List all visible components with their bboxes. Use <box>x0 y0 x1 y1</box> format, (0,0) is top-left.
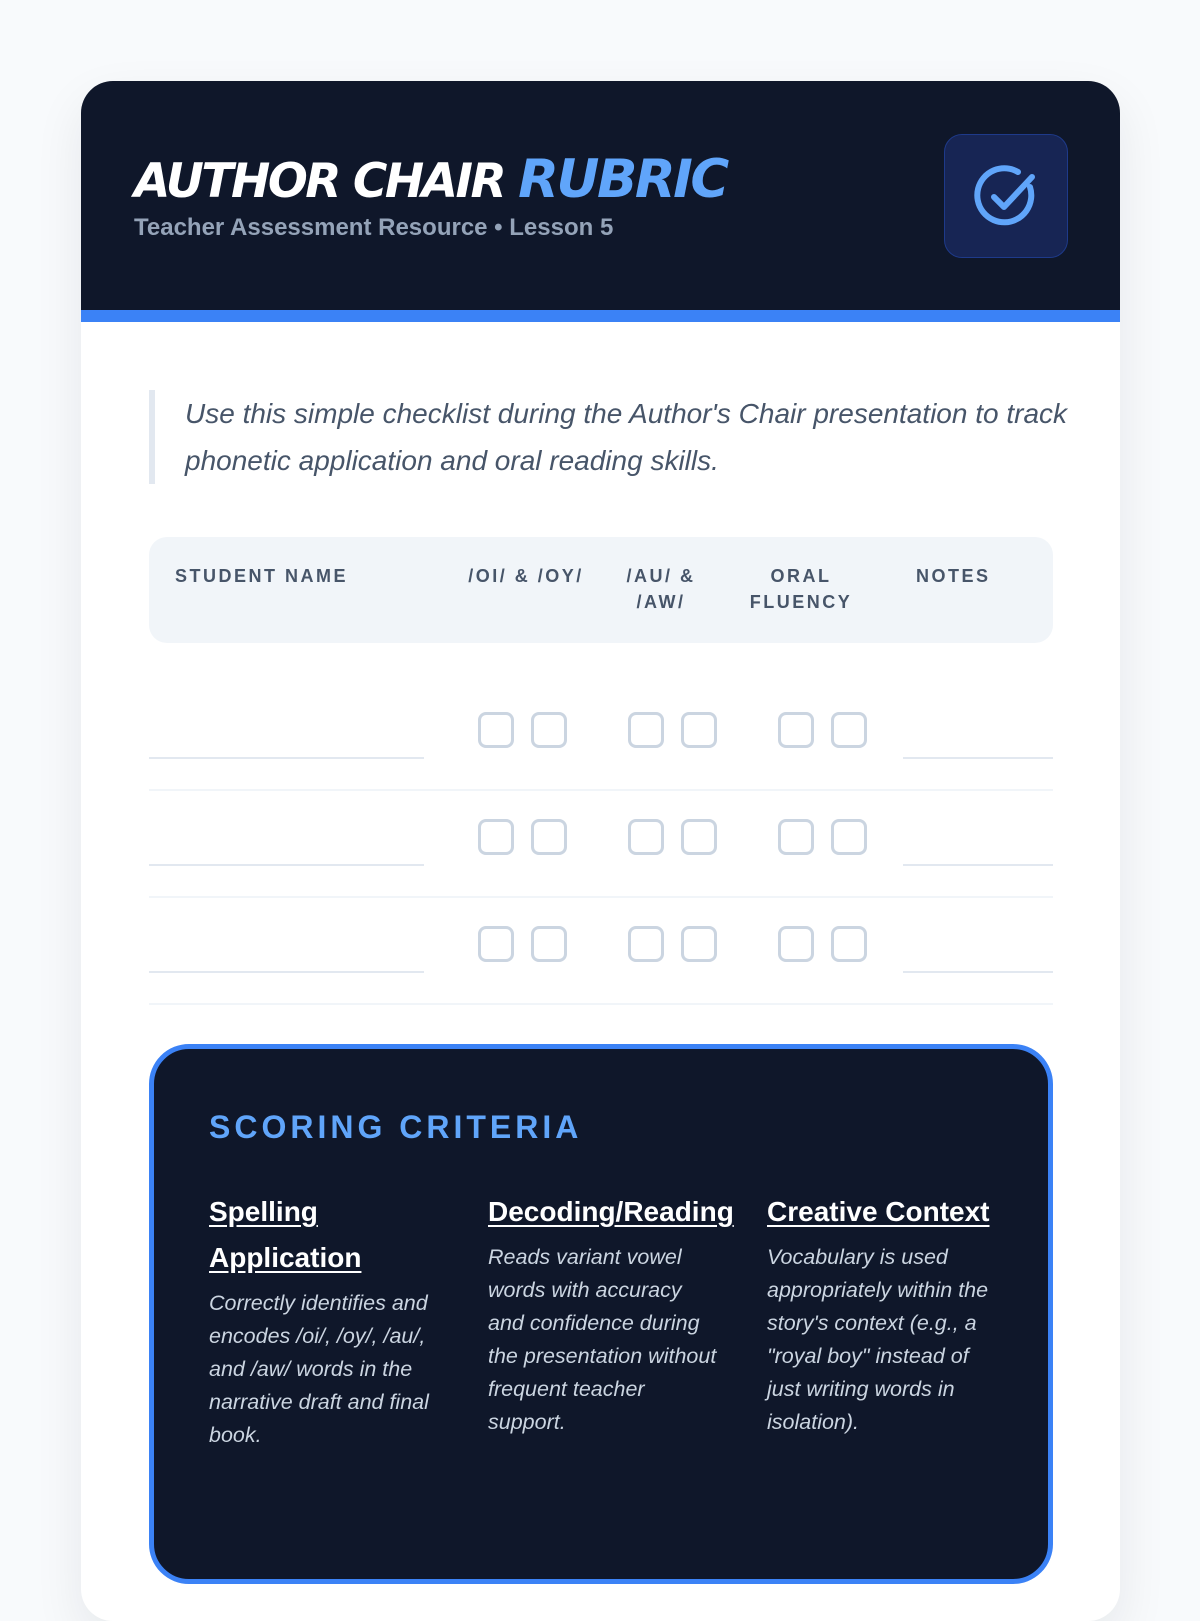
checkbox-au-aw[interactable] <box>681 819 717 855</box>
column-header-oral-fluency: ORAL FLUENCY <box>749 566 853 612</box>
column-header-oi-oy: /OI/ & /OY/ <box>468 566 584 586</box>
table-header <box>149 537 1053 643</box>
criteria-description: Correctly identifies and encodes /oi/, /oy/, /au/, and /aw/ words in the narrative draft and final book. <box>209 1291 429 1447</box>
criteria-heading: SCORING CRITERIA <box>209 1109 583 1145</box>
checkbox-oi-oy[interactable] <box>531 819 567 855</box>
checkbox-oi-oy[interactable] <box>478 712 514 748</box>
criteria-title: Decoding/Reading <box>488 1196 734 1227</box>
notes-field[interactable] <box>903 864 1053 866</box>
intro-text: Use this simple checklist during the Author's Chair presentation to track phonetic application and oral reading skills. <box>149 390 1075 484</box>
checkbox-oi-oy[interactable] <box>478 926 514 962</box>
notes-field[interactable] <box>903 757 1053 759</box>
checkbox-au-aw[interactable] <box>628 819 664 855</box>
criteria-title: Spelling Application <box>209 1196 362 1273</box>
column-header-student-name: STUDENT NAME <box>175 566 348 586</box>
column-header-notes: NOTES <box>916 566 991 586</box>
notes-field[interactable] <box>903 971 1053 973</box>
checkbox-au-aw[interactable] <box>681 712 717 748</box>
checkbox-oi-oy[interactable] <box>531 712 567 748</box>
checkbox-oral-fluency[interactable] <box>831 712 867 748</box>
student-name-field[interactable] <box>149 757 424 759</box>
student-name-field[interactable] <box>149 864 424 866</box>
table-row <box>149 790 1053 898</box>
checkbox-au-aw[interactable] <box>681 926 717 962</box>
title-accent: RUBRIC <box>518 149 727 210</box>
checkbox-oral-fluency[interactable] <box>831 819 867 855</box>
checkbox-oral-fluency[interactable] <box>778 819 814 855</box>
table-row <box>149 683 1053 791</box>
criteria-item-creative <box>767 1189 997 1439</box>
rubric-card <box>81 81 1120 1621</box>
criteria-description: Reads variant vowel words with accuracy and confidence during the presentation without frequent teacher support. <box>488 1245 717 1434</box>
title-main: AUTHOR CHAIR <box>134 154 505 209</box>
criteria-item-decoding <box>488 1189 748 1439</box>
checkbox-oral-fluency[interactable] <box>778 712 814 748</box>
checkbox-au-aw[interactable] <box>628 712 664 748</box>
column-header-au-aw: /AU/ & /AW/ <box>626 566 696 612</box>
checkbox-oi-oy[interactable] <box>478 819 514 855</box>
criteria-title: Creative Context <box>767 1196 990 1227</box>
scoring-criteria-panel <box>149 1044 1053 1584</box>
check-badge <box>944 134 1068 258</box>
header <box>81 81 1120 310</box>
checkbox-oi-oy[interactable] <box>531 926 567 962</box>
subtitle: Teacher Assessment Resource • Lesson 5 <box>134 214 614 241</box>
check-circle-icon <box>973 163 1039 229</box>
checkbox-oral-fluency[interactable] <box>831 926 867 962</box>
criteria-description: Vocabulary is used appropriately within the story's context (e.g., a "royal boy" instead of just writing words in isolation). <box>767 1245 989 1434</box>
header-accent-bar <box>81 310 1120 322</box>
criteria-item-spelling <box>209 1189 439 1452</box>
checkbox-oral-fluency[interactable] <box>778 926 814 962</box>
table-row <box>149 897 1053 1005</box>
page-title <box>134 149 727 210</box>
checkbox-au-aw[interactable] <box>628 926 664 962</box>
student-name-field[interactable] <box>149 971 424 973</box>
